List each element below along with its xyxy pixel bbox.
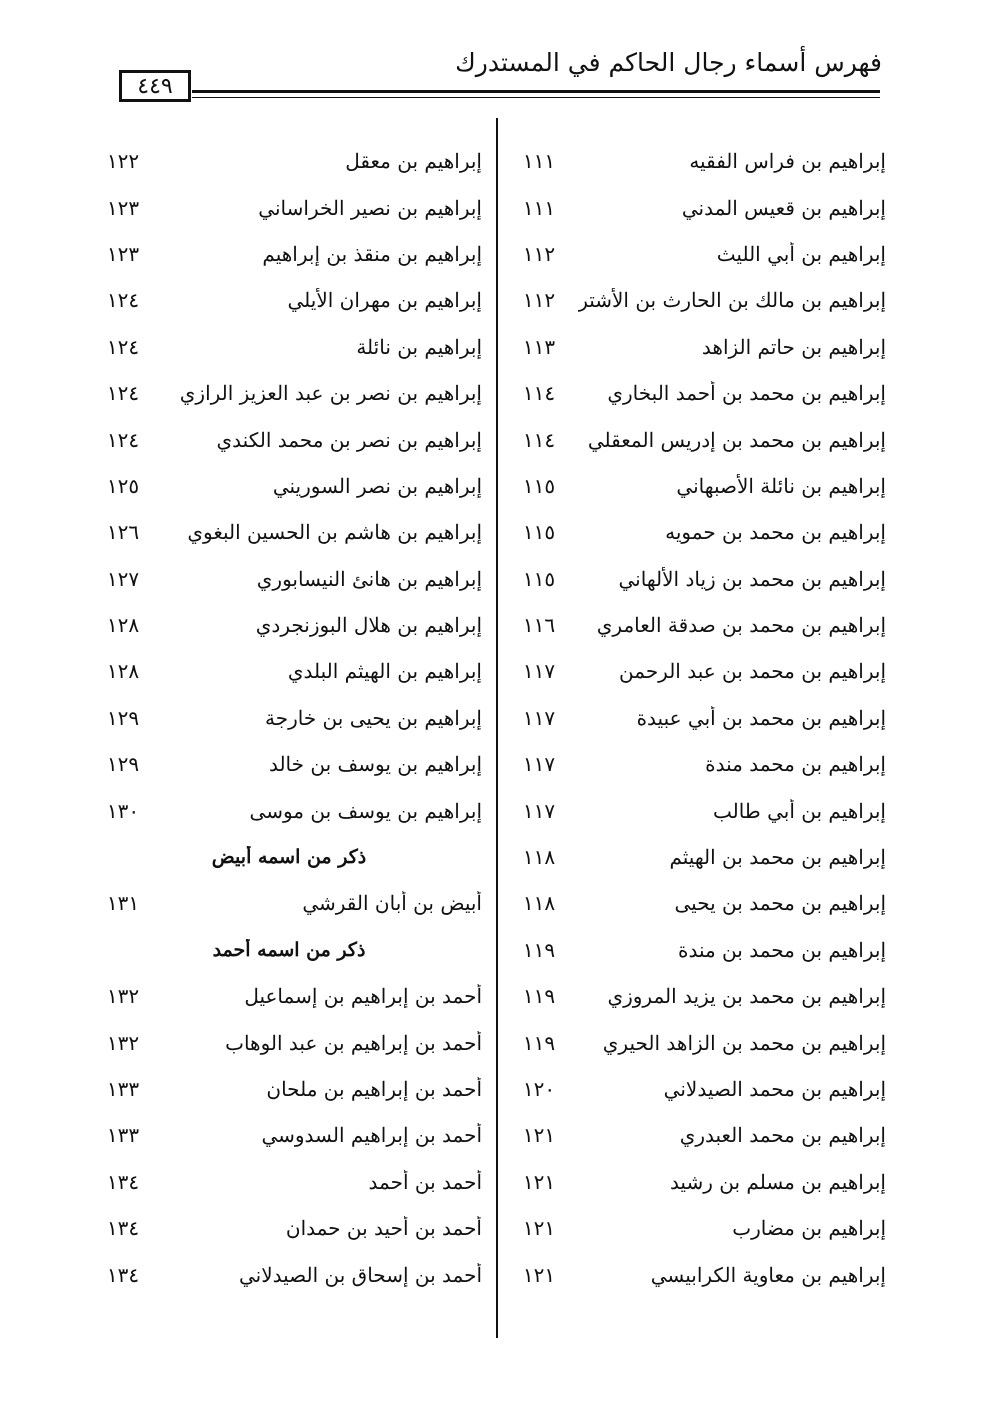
- entry-name: إبراهيم بن محمد بن مندة: [677, 937, 886, 962]
- entry-name: أحمد بن إبراهيم بن إسماعيل: [244, 984, 482, 1009]
- entry-name: إبراهيم بن نصر السوريني: [272, 473, 482, 498]
- entry-name: إبراهيم بن مهران الأيلي: [287, 288, 482, 313]
- entry-page-number: ١٢٤: [106, 381, 140, 406]
- entry-name: إبراهيم بن محمد بن يحيى: [674, 891, 886, 916]
- entry-page-number: ١٢٦: [106, 520, 140, 545]
- index-entry: [512, 277, 886, 323]
- index-entry: [512, 416, 886, 462]
- entry-page-number: ١١٣: [522, 334, 556, 359]
- index-entry: [96, 138, 482, 184]
- index-entry: [512, 880, 886, 926]
- entry-name: إبراهيم بن محمد بن الهيثم: [669, 845, 886, 870]
- entry-page-number: ١٣٣: [106, 1123, 140, 1148]
- index-entry: [96, 973, 482, 1019]
- index-entry: [512, 648, 886, 694]
- entry-name: إبراهيم بن محمد بن أحمد البخاري: [607, 381, 886, 406]
- entry-name: إبراهيم بن هلال البوزنجردي: [255, 613, 482, 638]
- index-entry: [96, 1205, 482, 1251]
- entry-name: أحمد بن إبراهيم السدوسي: [261, 1123, 482, 1148]
- index-entry: [512, 1251, 886, 1297]
- entry-name: إبراهيم بن الهيثم البلدي: [287, 659, 482, 684]
- column-divider: [496, 118, 498, 1338]
- entry-page-number: ١١٧: [522, 752, 556, 777]
- entry-page-number: ١٢٤: [106, 334, 140, 359]
- index-column-right: [512, 138, 886, 1298]
- section-heading: [96, 927, 482, 973]
- entry-name: إبراهيم بن قعيس المدني: [681, 195, 886, 220]
- entry-page-number: ١٢١: [522, 1123, 556, 1148]
- entry-page-number: ١١١: [522, 195, 556, 220]
- entry-name: إبراهيم بن نائلة الأصبهاني: [676, 473, 886, 498]
- entry-name: إبراهيم بن محمد مندة: [705, 752, 886, 777]
- entry-page-number: ١١٧: [522, 705, 556, 730]
- entry-name: أحمد بن إبراهيم بن عبد الوهاب: [225, 1030, 482, 1055]
- index-entry: [96, 370, 482, 416]
- entry-name: أحمد بن أحيد بن حمدان: [285, 1216, 482, 1241]
- entry-name: إبراهيم بن نائلة: [356, 334, 482, 359]
- entry-name: إبراهيم بن يوسف بن موسى: [249, 798, 482, 823]
- index-entry: [96, 324, 482, 370]
- entry-name: إبراهيم بن محمد بن حمويه: [665, 520, 886, 545]
- entry-page-number: ١٢١: [522, 1262, 556, 1287]
- entry-name: إبراهيم بن مالك بن الحارث بن الأشتر: [578, 288, 886, 313]
- entry-name: إبراهيم بن هانئ النيسابوري: [256, 566, 482, 591]
- entry-name: إبراهيم بن محمد بن إدريس المعقلي: [587, 427, 886, 452]
- index-entry: [96, 1019, 482, 1065]
- entry-page-number: ١٢٣: [106, 195, 140, 220]
- entry-page-number: ١١٥: [522, 566, 556, 591]
- index-entry: [512, 370, 886, 416]
- index-entry: [512, 556, 886, 602]
- entry-page-number: ١١٢: [522, 241, 556, 266]
- entry-page-number: ١٣٤: [106, 1169, 140, 1194]
- entry-page-number: ١١٥: [522, 473, 556, 498]
- entry-name: إبراهيم بن محمد الصيدلاني: [663, 1077, 886, 1101]
- entry-name: إبراهيم بن مضارب: [732, 1216, 886, 1241]
- entry-page-number: ١٢٩: [106, 752, 140, 777]
- index-column-left: [96, 138, 482, 1298]
- entry-page-number: ١١٩: [522, 984, 556, 1009]
- header-rule: [192, 90, 880, 93]
- entry-page-number: ١١٤: [522, 427, 556, 452]
- entry-name: إبراهيم بن محمد بن زياد الألهاني: [618, 566, 886, 591]
- index-entry: [96, 1066, 482, 1112]
- index-entry: [512, 1066, 886, 1112]
- entry-page-number: ١٢٣: [106, 241, 140, 266]
- index-entry: [512, 184, 886, 230]
- entry-name: إبراهيم بن معاوية الكرابيسي: [650, 1262, 886, 1287]
- entry-page-number: ١٢٥: [106, 473, 140, 498]
- entry-name: إبراهيم بن محمد بن أبي عبيدة: [636, 705, 886, 730]
- entry-name: أبيض بن أبان القرشي: [302, 891, 482, 916]
- section-heading-text: ذكر من اسمه أحمد: [212, 938, 366, 961]
- index-entry: [96, 184, 482, 230]
- entry-page-number: ١٣٣: [106, 1077, 140, 1101]
- index-entry: [512, 1112, 886, 1158]
- entry-name: إبراهيم بن معقل: [345, 149, 482, 174]
- entry-page-number: ١١٧: [522, 798, 556, 823]
- entry-page-number: ١٢٨: [106, 613, 140, 638]
- index-entry: [512, 741, 886, 787]
- entry-name: إبراهيم بن فراس الفقيه: [689, 149, 886, 174]
- index-entry: [96, 602, 482, 648]
- entry-name: أحمد بن أحمد: [368, 1169, 482, 1194]
- entry-page-number: ١٣٢: [106, 1030, 140, 1055]
- entry-name: إبراهيم بن محمد بن الزاهد الحيري: [602, 1030, 886, 1055]
- index-entry: [512, 463, 886, 509]
- entry-page-number: ١١٤: [522, 381, 556, 406]
- index-entry: [512, 695, 886, 741]
- index-entry: [96, 880, 482, 926]
- entry-name: إبراهيم بن أبي طالب: [712, 798, 886, 823]
- entry-page-number: ١٣٠: [106, 798, 140, 823]
- page-number: ٤٤٩: [137, 73, 173, 99]
- index-entry: [96, 277, 482, 323]
- entry-page-number: ١٢٩: [106, 705, 140, 730]
- index-entry: [96, 1159, 482, 1205]
- entry-name: إبراهيم بن نصر بن عبد العزيز الرازي: [179, 381, 482, 406]
- index-entry: [96, 463, 482, 509]
- entry-name: إبراهيم بن يوسف بن خالد: [268, 752, 482, 777]
- entry-page-number: ١٣٤: [106, 1216, 140, 1241]
- index-entry: [96, 1251, 482, 1297]
- index-entry: [512, 138, 886, 184]
- entry-name: إبراهيم بن يحيى بن خارجة: [264, 705, 482, 730]
- index-entry: [512, 324, 886, 370]
- entry-name: إبراهيم بن هاشم بن الحسين البغوي: [187, 520, 482, 545]
- index-entry: [96, 416, 482, 462]
- entry-name: إبراهيم بن نصر بن محمد الكندي: [216, 427, 482, 452]
- index-entry: [512, 1159, 886, 1205]
- entry-page-number: ١٣٢: [106, 984, 140, 1009]
- entry-name: أحمد بن إسحاق بن الصيدلاني: [239, 1262, 482, 1287]
- index-entry: [96, 1112, 482, 1158]
- index-entry: [512, 602, 886, 648]
- entry-page-number: ١٣٤: [106, 1262, 140, 1287]
- entry-name: إبراهيم بن منقذ بن إبراهيم: [262, 241, 482, 266]
- index-entry: [512, 973, 886, 1019]
- entry-name: إبراهيم بن أبي الليث: [716, 241, 886, 266]
- entry-page-number: ١٢٧: [106, 566, 140, 591]
- entry-page-number: ١١١: [522, 149, 556, 174]
- entry-page-number: ١١٨: [522, 891, 556, 916]
- entry-name: إبراهيم بن محمد بن عبد الرحمن: [619, 659, 886, 684]
- entry-page-number: ١٢٤: [106, 288, 140, 313]
- entry-page-number: ١١٢: [522, 288, 556, 313]
- entry-name: إبراهيم بن نصير الخراساني: [258, 195, 482, 220]
- entry-page-number: ١١٨: [522, 845, 556, 870]
- index-entry: [96, 787, 482, 833]
- section-heading-text: ذكر من اسمه أبيض: [211, 846, 367, 869]
- index-entry: [512, 927, 886, 973]
- entry-page-number: ١١٧: [522, 659, 556, 684]
- page-number-box: [119, 70, 191, 102]
- index-entry: [512, 834, 886, 880]
- entry-page-number: ١٢٤: [106, 427, 140, 452]
- entry-page-number: ١٢٨: [106, 659, 140, 684]
- index-entry: [96, 556, 482, 602]
- header-rule-thin: [192, 97, 880, 98]
- entry-page-number: ١١٥: [522, 520, 556, 545]
- running-header-title: فهرس أسماء رجال الحاكم في المستدرك: [455, 48, 882, 77]
- entry-page-number: ١٢٢: [106, 149, 140, 174]
- index-entry: [512, 787, 886, 833]
- entry-name: أحمد بن إبراهيم بن ملحان: [266, 1077, 482, 1101]
- entry-name: إبراهيم بن محمد بن صدقة العامري: [596, 613, 886, 638]
- entry-page-number: ١١٩: [522, 937, 556, 962]
- entry-page-number: ١٢١: [522, 1216, 556, 1241]
- index-entry: [96, 509, 482, 555]
- index-entry: [96, 695, 482, 741]
- index-entry: [96, 231, 482, 277]
- index-entry: [512, 1205, 886, 1251]
- entry-page-number: ١٢٠: [522, 1077, 556, 1101]
- index-entry: [96, 741, 482, 787]
- entry-page-number: ١١٦: [522, 613, 556, 638]
- index-entry: [512, 509, 886, 555]
- entry-page-number: ١١٩: [522, 1030, 556, 1055]
- index-entry: [512, 1019, 886, 1065]
- index-entry: [512, 231, 886, 277]
- entry-page-number: ١٢١: [522, 1169, 556, 1194]
- entry-name: إبراهيم بن مسلم بن رشيد: [669, 1169, 886, 1194]
- index-entry: [96, 648, 482, 694]
- section-heading: [96, 834, 482, 880]
- entry-page-number: ١٣١: [106, 891, 140, 916]
- entry-name: إبراهيم بن حاتم الزاهد: [701, 334, 886, 359]
- entry-name: إبراهيم بن محمد بن يزيد المروزي: [607, 984, 886, 1009]
- entry-name: إبراهيم بن محمد العبدري: [679, 1123, 886, 1148]
